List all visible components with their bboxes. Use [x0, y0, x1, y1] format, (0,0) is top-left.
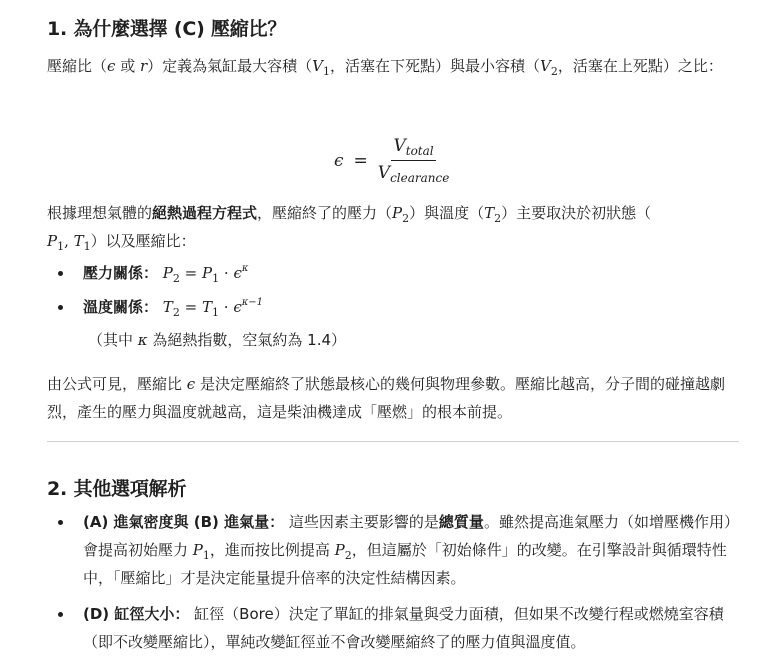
relation-label: 壓力關係：: [83, 264, 159, 282]
math-base: V: [377, 163, 391, 183]
math-subscript: 1: [202, 549, 210, 562]
compression-ratio-definition: [47, 52, 739, 80]
math-base: ϵ: [233, 264, 242, 282]
math-p2: [392, 204, 410, 225]
option-label: (D) 缸徑大小：: [83, 605, 190, 623]
text: ，活塞在上死點）之比：: [557, 57, 723, 75]
text: 或: [115, 57, 140, 75]
math-v1: [312, 57, 330, 78]
text: 缸徑（Bore）決定了單缸的排氣量與受力面積，但如果不改變行程或燃燒室容積（即不改變壓縮比），單純改變缸徑並不會改變壓縮終了的壓力值與溫度值。: [83, 605, 724, 651]
relation-label: 溫度關係：: [83, 298, 159, 316]
relations-list: [47, 259, 739, 321]
text: 。雖然提高進氣壓力（如增壓機作用）會提高初始壓力: [83, 513, 739, 559]
math-base: P: [162, 264, 173, 282]
math-p2: [334, 541, 352, 562]
other-options-list: [47, 508, 739, 664]
math-r: r: [139, 57, 148, 75]
math-base: V: [312, 57, 323, 75]
math-base: V: [540, 57, 551, 75]
math-subscript: total: [405, 144, 434, 158]
list-item-temperature-relation: [47, 293, 739, 321]
math-subscript: 2: [172, 306, 180, 319]
math-subscript: 1: [211, 306, 219, 319]
text: 這些因素主要影響的是: [284, 513, 439, 531]
text: ，但這屬於「初始條件」的改變。在引擎設計與循環特性中，「壓縮比」才是決定能量提升倍率的決定性結構因素。: [83, 541, 727, 587]
text: ）與溫度（: [409, 204, 485, 222]
math-comma: ,: [64, 232, 69, 250]
text: 根據理想氣體的: [47, 204, 153, 222]
math-subscript: 1: [83, 240, 91, 253]
bullet-icon: [58, 612, 63, 617]
adiabatic-index-note: [88, 326, 346, 354]
math-base: P: [392, 204, 403, 222]
fraction-denominator: [378, 161, 450, 185]
math-base: P: [202, 264, 213, 282]
math-p1: [192, 541, 210, 562]
text: ）主要取決於初狀態（: [501, 204, 652, 222]
math-subscript: 1: [323, 65, 330, 78]
bold-term: 總質量: [438, 513, 484, 531]
math-base: T: [73, 232, 84, 250]
list-item-option-a-b: [47, 508, 739, 592]
bullet-icon: [58, 305, 63, 310]
text: ，壓縮終了的壓力（: [257, 204, 393, 222]
pressure-equation: [162, 263, 249, 285]
math-t2: [484, 204, 502, 225]
math-kappa: κ: [137, 331, 148, 349]
bullet-icon: [58, 520, 63, 525]
temperature-equation: [162, 297, 264, 319]
math-base: P: [192, 541, 203, 559]
list-item-option-d: [47, 600, 739, 656]
math-dot: ·: [223, 264, 229, 282]
math-v2: [540, 57, 558, 78]
math-base: P: [334, 541, 345, 559]
math-epsilon: ϵ: [107, 57, 116, 75]
section-divider: [47, 441, 739, 442]
text: ）以及壓縮比：: [90, 232, 196, 250]
math-subscript: 1: [212, 272, 220, 285]
formula-fraction: [378, 136, 450, 185]
math-subscript: 2: [494, 212, 502, 225]
math-equals: =: [184, 264, 198, 282]
text: 是決定壓縮終了狀態最核心的幾何與物理參數。壓縮比越高，分子間的碰撞越劇烈，產生的壓力與溫度就越高，這是柴油機達成「壓燃」的根本前提。: [47, 375, 725, 421]
math-subscript: clearance: [390, 171, 450, 185]
math-subscript: 2: [344, 549, 352, 562]
math-subscript: 1: [57, 240, 65, 253]
bullet-icon: [58, 271, 63, 276]
math-equals: =: [184, 298, 198, 316]
conclusion-paragraph: [47, 370, 739, 426]
bold-term: 絕熱過程方程式: [152, 204, 258, 222]
math-base: T: [162, 298, 173, 316]
math-epsilon: ϵ: [186, 375, 196, 393]
text: 為絕熱指數，空氣約為 1.4）: [147, 331, 347, 349]
math-p1-t1: [47, 232, 91, 253]
math-base: T: [484, 204, 495, 222]
math-base: V: [393, 136, 406, 156]
text: 壓縮比（: [47, 57, 108, 75]
adiabatic-paragraph: [47, 199, 739, 255]
text: 由公式可見，壓縮比: [47, 375, 187, 393]
text: ，活塞在下死點）與最小容積（: [330, 57, 541, 75]
math-base: T: [201, 298, 212, 316]
section-heading-other-options: 2. 其他選項解析: [47, 478, 187, 500]
formula-lhs: ϵ: [334, 150, 344, 171]
text: （其中: [88, 331, 138, 349]
math-base: ϵ: [233, 298, 242, 316]
compression-ratio-formula: [334, 136, 449, 185]
list-item-pressure-relation: [47, 259, 739, 287]
math-subscript: 2: [402, 212, 410, 225]
math-subscript: 2: [550, 65, 558, 78]
option-label: (A) 進氣密度與 (B) 進氣量：: [83, 513, 285, 531]
text: ）定義為氣缸最大容積（: [147, 57, 313, 75]
math-base: P: [47, 232, 58, 250]
section-heading-why-c: 1. 為什麼選擇 (C) 壓縮比？: [47, 18, 287, 40]
math-subscript: 2: [172, 272, 180, 285]
formula-equals: =: [353, 150, 368, 171]
text: ，進而按比例提高: [209, 541, 335, 559]
math-exponent: κ: [241, 263, 249, 274]
math-exponent: κ−1: [241, 297, 264, 308]
math-dot: ·: [223, 298, 229, 316]
fraction-numerator: [391, 136, 435, 161]
